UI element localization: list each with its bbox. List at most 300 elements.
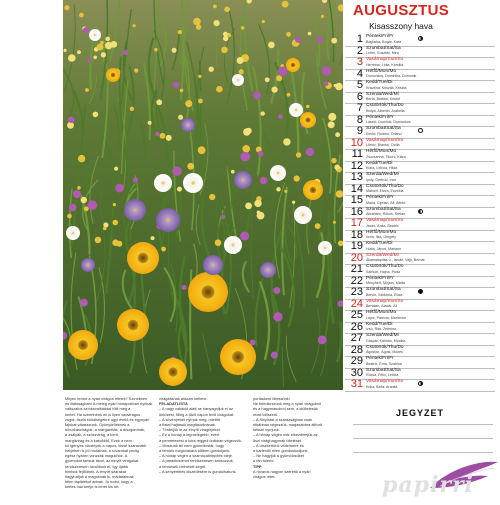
article-line: egész nyáron vonzzák magukhoz. A	[65, 453, 153, 458]
article-line: változatos színkavalkáddal tölti meg a	[65, 406, 153, 411]
weekday-label: Péntek/Fri/Fr	[366, 356, 394, 362]
nameday-label: Bertalan, Aladár, Ali	[366, 304, 397, 309]
article-line: bíborkasvirágok, a margaréták, a díszgombák,	[65, 427, 153, 432]
goldenrod-flower	[223, 32, 228, 37]
phlox-flower	[133, 177, 138, 182]
goldenrod-flower	[272, 87, 278, 93]
goldenrod-flower	[276, 187, 280, 191]
goldenrod-flower	[151, 236, 155, 240]
flower-head	[127, 242, 159, 274]
nameday-label: Marcell, Elvira, Euzébia	[366, 189, 404, 194]
weekday-label: Hétfő/Mon/Mo	[366, 69, 396, 75]
phlox-flower	[80, 299, 88, 307]
day-number: 16	[345, 207, 363, 219]
goldenrod-flower	[231, 170, 235, 174]
phlox-flower	[83, 27, 89, 33]
calendar-column	[345, 0, 495, 390]
nameday-label: Klára, Letícia, Hilda	[366, 166, 397, 171]
nameday-label: Menyhért, Mirjam, Márta	[366, 281, 405, 286]
goldenrod-flower	[268, 42, 275, 49]
phlox-flower	[87, 58, 91, 62]
flower-head	[224, 236, 242, 254]
day-number: 11	[345, 149, 363, 161]
article-line: A rovarok nagyon szeretik a nyári	[253, 469, 341, 474]
goldenrod-flower	[336, 190, 343, 198]
article-line: margitvirág és a kakukkfű. Ezek a nem	[65, 438, 153, 443]
phlox-flower	[88, 200, 98, 210]
goldenrod-flower	[130, 107, 134, 111]
moon-phase-icon	[418, 128, 423, 133]
phlox-flower	[295, 37, 301, 43]
goldenrod-flower	[178, 30, 182, 34]
goldenrod-flower	[245, 203, 252, 210]
weekday-label: Kedd/Tue/Di	[366, 322, 393, 328]
weekday-label: Péntek/Fri/Fr	[366, 276, 394, 282]
goldenrod-flower	[246, 128, 252, 134]
goldenrod-flower	[177, 187, 182, 192]
goldenrod-flower	[239, 69, 244, 74]
moon-phase-icon	[418, 36, 423, 41]
flower-head	[286, 58, 300, 72]
day-number: 8	[345, 115, 363, 127]
goldenrod-flower	[286, 32, 291, 37]
phlox-flower	[273, 312, 282, 321]
flower-head	[232, 74, 244, 86]
nameday-label: Lajos, Patrícia, Marianna	[366, 316, 406, 321]
article-line: – Tördeljük le az elnyílt virágfejeket.	[159, 427, 247, 432]
article-line: most időszerű.	[253, 412, 341, 417]
day-number: 12	[345, 161, 363, 173]
article-column-3	[253, 396, 341, 500]
day-number: 1	[345, 34, 363, 46]
goldenrod-flower	[282, 1, 289, 8]
day-number: 5	[345, 80, 363, 92]
day-number: 24	[345, 299, 363, 311]
goldenrod-flower	[242, 145, 250, 153]
goldenrod-flower	[257, 211, 261, 215]
phlox-flower	[306, 148, 314, 156]
article-line: késsel nyírjunk.	[253, 427, 341, 432]
notes-line	[353, 424, 493, 425]
nameday-label: Ábrahám, Rókus, Stefán	[366, 212, 405, 217]
notes-line	[353, 452, 493, 453]
goldenrod-flower	[198, 99, 203, 104]
article-line: virágzásnak áldozni kellene.	[159, 396, 247, 401]
notes-title: JEGYZET	[345, 408, 495, 418]
goldenrod-flower	[172, 48, 177, 53]
flower-head	[234, 171, 252, 189]
goldenrod-flower	[213, 5, 217, 9]
article-line: túl igényes növények a napos, kissé szárazabb	[65, 443, 153, 448]
article-line: rendszeresen távolítsuk el, így újabb	[65, 464, 153, 469]
flower-head	[303, 180, 323, 200]
nameday-label: Erika, Bella, Aranka	[366, 385, 397, 390]
flower-head	[260, 262, 276, 278]
flower-head	[289, 103, 303, 117]
goldenrod-flower	[154, 48, 158, 52]
weekday-label: Vasárnap/Sun/So	[366, 218, 403, 224]
goldenrod-flower	[294, 176, 300, 182]
day-number: 15	[345, 195, 363, 207]
phlox-flower	[322, 66, 331, 75]
article-column-2	[159, 396, 247, 500]
goldenrod-flower	[113, 220, 119, 226]
day-number: 25	[345, 310, 363, 322]
phlox-flower	[240, 232, 249, 241]
flower-head	[270, 165, 286, 181]
article-line: kertes ház kertje is lehet kis rét.	[65, 484, 153, 489]
goldenrod-flower	[156, 99, 162, 105]
goldenrod-flower	[180, 89, 184, 93]
weekday-label: Szerda/Wed/Mi	[366, 253, 399, 259]
nameday-label: Domonkos, Dominika, Domonik	[366, 74, 416, 79]
brand-logo	[370, 458, 500, 500]
moon-phase-icon	[418, 381, 423, 386]
goldenrod-flower	[198, 75, 201, 78]
phlox-flower	[318, 336, 327, 345]
goldenrod-flower	[223, 36, 228, 41]
nameday-label: Államalapítás ü., István, Vajk, Bernát	[366, 258, 424, 263]
day-number: 4	[345, 69, 363, 81]
weekday-label: Szombat/Sat/Sa	[366, 368, 401, 374]
weekday-label: Szombat/Sat/Sa	[366, 46, 401, 52]
article-line: – A nagy vakáció alatt se hanyagoljuk el az	[159, 406, 247, 411]
article-line: öntözést, főleg a tűző napon lévő virágokat.	[159, 412, 247, 417]
goldenrod-flower	[216, 86, 223, 93]
article-line: ritkábban végezzük, magasabbra állított	[253, 422, 341, 427]
weekday-label: Szombat/Sat/Sa	[366, 287, 401, 293]
article-line: a permetezést a kora reggeli órákban végezzük.	[159, 438, 247, 443]
flower-head	[89, 29, 101, 41]
weekday-label: Szerda/Wed/Mi	[366, 172, 399, 178]
goldenrod-flower	[335, 132, 340, 137]
phlox-flower	[273, 287, 280, 294]
day-number: 28	[345, 345, 363, 357]
goldenrod-flower	[308, 32, 312, 36]
article-line: és a hagymásokról sem, a kiültetésük	[253, 406, 341, 411]
article-line: Milyen terme a nyári virágos rétnek? Színekben	[65, 396, 153, 401]
day-number: 10	[345, 138, 363, 150]
article-line: őszi virághagymák ültetését.	[253, 438, 341, 443]
day-number: 20	[345, 253, 363, 265]
weekday-label: Kedd/Tue/Di	[366, 241, 393, 247]
article-text	[63, 392, 343, 500]
nameday-label: Lőrinc, Blanka, Csilla	[366, 143, 400, 148]
article-line: portásként ültessünk!	[253, 396, 341, 401]
calendar-day	[345, 379, 495, 392]
article-line: a termés megóvására időben gondoljunk.	[159, 448, 247, 453]
flower-head	[220, 339, 256, 375]
day-number: 3	[345, 57, 363, 69]
article-line: gyomokat tartsuk távol, az elnyílt virágokat	[65, 458, 153, 463]
nameday-label: Mária, Ciprián, Ali, Alfréd	[366, 201, 405, 206]
goldenrod-flower	[63, 49, 66, 52]
flower-head	[124, 199, 146, 221]
flower-head	[188, 272, 228, 312]
phlox-flower	[271, 352, 278, 359]
notes-line	[353, 438, 493, 439]
goldenrod-flower	[105, 42, 112, 49]
goldenrod-flower	[100, 41, 104, 45]
moon-phase-icon	[418, 289, 423, 294]
phlox-flower	[253, 92, 261, 100]
goldenrod-flower	[134, 68, 138, 72]
nameday-label: Bence, Szidónia, Róza	[366, 293, 402, 298]
article-line: zugot, tiszta külsőségekre ugyi évelő és egynyári	[65, 417, 153, 422]
goldenrod-flower	[287, 93, 291, 97]
nameday-label: Rózsa, Félix, Letícia	[366, 373, 398, 378]
phlox-flower	[68, 116, 75, 123]
article-line: a fiatal hajtások megfásodnának.	[159, 422, 247, 427]
nameday-label: Beatrix, Erna, Szabina	[366, 362, 402, 367]
day-number: 9	[345, 126, 363, 138]
day-number: 14	[345, 184, 363, 196]
article-line: virágos rétet.	[253, 474, 341, 479]
moon-phase-icon	[418, 209, 423, 214]
phlox-flower	[278, 114, 283, 119]
phlox-flower	[69, 204, 77, 212]
goldenrod-flower	[237, 57, 244, 64]
weekday-label: Vasárnap/Sun/So	[366, 379, 403, 385]
logo-text: papirri	[382, 472, 474, 498]
phlox-flower	[73, 190, 81, 198]
goldenrod-flower	[187, 163, 194, 170]
article-line: helyeken is jól mutatnak, a rovarokat pedig	[65, 448, 153, 453]
goldenrod-flower	[283, 138, 290, 145]
month-title: AUGUSZTUS	[345, 2, 457, 19]
article-line: – A hónap végén a szamócatelepítés ideje.	[159, 453, 247, 458]
goldenrod-flower	[103, 227, 107, 231]
article-line: a zsályák, a szöszvirág, a kerti-	[65, 432, 153, 437]
goldenrod-flower	[214, 20, 220, 26]
nameday-label: László, Dominik, Domonkos	[366, 120, 411, 125]
nameday-label: Izsó, Rita, Zeferina	[366, 327, 396, 332]
flower-head	[203, 255, 223, 275]
weekday-label: Vasárnap/Sun/So	[366, 138, 403, 144]
flower-head	[68, 330, 98, 360]
weekday-label: Vasárnap/Sun/So	[366, 57, 403, 63]
phlox-flower	[123, 50, 128, 55]
weekday-label: Kedd/Tue/Di	[366, 161, 393, 167]
day-number: 7	[345, 103, 363, 115]
weekday-label: Péntek/Fri/Fr	[366, 115, 394, 121]
goldenrod-flower	[254, 200, 261, 207]
weekday-label: Szombat/Sat/Sa	[366, 207, 401, 213]
day-number: 29	[345, 356, 363, 368]
article-line: – A hónap végén már elkezdhetjük az	[253, 432, 341, 437]
day-number: 31	[345, 379, 363, 391]
goldenrod-flower	[261, 111, 265, 115]
weekday-label: Szerda/Wed/Mi	[366, 333, 399, 339]
goldenrod-flower	[185, 100, 192, 107]
day-number: 26	[345, 322, 363, 334]
goldenrod-flower	[209, 194, 215, 200]
flower-head	[300, 112, 316, 128]
goldenrod-flower	[148, 121, 152, 125]
weekday-label: Szombat/Sat/Sa	[366, 126, 401, 132]
weekday-label: Csütörtök/Thu/Do	[366, 264, 404, 270]
nameday-label: Ipoly, Gertrúd, Ince	[366, 178, 396, 183]
flower-head	[117, 309, 149, 341]
article-line: kertet. Ha szeretnénk mi is ilyen vadvirágos	[65, 412, 153, 417]
goldenrod-flower	[85, 88, 89, 92]
goldenrod-flower	[79, 13, 84, 18]
goldenrod-flower	[333, 221, 336, 224]
goldenrod-flower	[265, 77, 270, 82]
flower-head	[66, 226, 80, 240]
weekday-label: Szerda/Wed/Mi	[366, 92, 399, 98]
goldenrod-flower	[114, 167, 118, 171]
goldenrod-flower	[334, 165, 339, 170]
weekday-label: Péntek/Fri/Fr	[366, 195, 394, 201]
flower-head	[154, 174, 172, 192]
goldenrod-flower	[221, 47, 228, 54]
weekday-label: Csütörtök/Thu/Do	[366, 184, 404, 190]
goldenrod-flower	[262, 20, 265, 23]
goldenrod-flower	[113, 203, 116, 206]
phlox-flower	[278, 67, 287, 76]
article-line: – A díszkertünk védelmére és	[253, 443, 341, 448]
weekday-label: Hétfő/Mon/Mo	[366, 310, 396, 316]
flower-head	[159, 358, 187, 386]
phlox-flower	[258, 151, 264, 157]
article-line: a fán túlérni.	[253, 458, 341, 463]
phlox-flower	[115, 184, 124, 193]
article-line: – A paradicsomot rendszeresen kacsozzuk,	[159, 458, 247, 463]
article-line: bimbók fejlődnek. A lenyírt szárakat	[65, 469, 153, 474]
day-number: 2	[345, 46, 363, 58]
article-line: – Mossunk tél nem gyümölcsfát, hogy	[159, 443, 247, 448]
goldenrod-flower	[331, 38, 337, 44]
phlox-flower	[182, 285, 187, 290]
month-subtitle: Kisasszony hava	[345, 21, 457, 31]
flower-head	[183, 173, 203, 193]
nameday-label: Ibolya, Albertin, Arabella	[366, 109, 405, 114]
day-number: 13	[345, 172, 363, 184]
article-line: – Ne hagyjuk a gyümölcsöket	[253, 453, 341, 458]
goldenrod-flower	[292, 201, 295, 204]
goldenrod-flower	[112, 239, 119, 246]
day-number: 17	[345, 218, 363, 230]
goldenrod-flower	[215, 239, 222, 246]
flower-head	[181, 118, 195, 132]
phlox-flower	[324, 81, 329, 86]
nameday-label: Boglárka, Bogár, Kata	[366, 40, 401, 45]
nameday-label: Berta, Bettina, Kristóf	[366, 97, 400, 102]
article-line: fajokat válasszunk. Gyönyörűeknek a	[65, 422, 153, 427]
goldenrod-flower	[68, 54, 76, 62]
goldenrod-flower	[166, 135, 172, 141]
weekday-label: Péntek/Fri/Fr	[366, 34, 394, 40]
phlox-flower	[172, 167, 181, 176]
phlox-flower	[173, 82, 180, 89]
nameday-label: Huba, János, Mariann	[366, 247, 401, 252]
weekday-label: Vasárnap/Sun/So	[366, 299, 403, 305]
weekday-label: Kedd/Tue/Di	[366, 80, 393, 86]
nameday-label: Gáspár, Kálmán, Mónika	[366, 339, 405, 344]
flower-head	[294, 206, 312, 224]
day-number: 21	[345, 264, 363, 276]
day-number: 27	[345, 333, 363, 345]
goldenrod-flower	[306, 105, 310, 109]
article-line: és illatosagban! A meleg nyári hónapokban nyílnak	[65, 401, 153, 406]
article-line: – A kenyérfélék kiszedésére is gondolhatunk.	[159, 469, 247, 474]
nameday-label: Sámuel, Hajna, Piusz	[366, 270, 400, 275]
goldenrod-flower	[81, 197, 87, 203]
nameday-label: Krisztina, Krisztiá, Kriszta	[366, 86, 407, 91]
goldenrod-flower	[64, 5, 69, 10]
goldenrod-flower	[101, 52, 106, 57]
goldenrod-flower	[321, 15, 324, 18]
goldenrod-flower	[78, 155, 85, 162]
flower-head	[156, 208, 180, 232]
day-number: 19	[345, 241, 363, 253]
phlox-flower	[241, 152, 251, 162]
article-line: télen táplálékot adnak. Jó tudni, hogy a	[65, 479, 153, 484]
day-number: 22	[345, 276, 363, 288]
goldenrod-flower	[161, 247, 166, 252]
goldenrod-flower	[315, 223, 321, 229]
weekday-label: Csütörtök/Thu/Do	[366, 103, 404, 109]
article-line: – A fűnyírást a szárazságban csak	[253, 417, 341, 422]
goldenrod-flower	[334, 84, 337, 87]
flower-head	[81, 258, 95, 272]
nameday-label: Ágoston, Ágost, Mózes	[366, 350, 403, 355]
article-line: – Ez a hónap a legmelegebb, ezért	[159, 432, 247, 437]
phlox-flower	[317, 37, 323, 43]
goldenrod-flower	[95, 237, 102, 244]
article-column-1	[65, 396, 153, 500]
goldenrod-flower	[331, 158, 336, 163]
article-line: Ne feledkezzünk meg a nyári virágokról	[253, 401, 341, 406]
goldenrod-flower	[276, 75, 282, 81]
goldenrod-flower	[193, 18, 201, 26]
garden-photo	[63, 0, 343, 390]
goldenrod-flower	[328, 113, 336, 121]
nameday-label: Jácint, Anita, Beatrix	[366, 224, 399, 229]
goldenrod-flower	[178, 115, 183, 120]
goldenrod-flower	[133, 24, 136, 27]
article-line: TIPP	[253, 464, 341, 469]
day-number: 30	[345, 368, 363, 380]
goldenrod-flower	[224, 7, 230, 13]
phlox-flower	[260, 177, 268, 185]
article-line: – A sövényeket nyírjuk meg, mielőtt	[159, 417, 247, 422]
article-line: a termések beérését segíti.	[159, 464, 247, 469]
article-line: FELADATLISTA	[159, 401, 247, 406]
nameday-label: Lehel, Gusztáv, Mira	[366, 51, 399, 56]
goldenrod-flower	[328, 121, 335, 128]
goldenrod-flower	[77, 50, 81, 54]
day-number: 6	[345, 92, 363, 104]
goldenrod-flower	[67, 214, 72, 219]
goldenrod-flower	[241, 26, 245, 30]
flower-head	[106, 68, 120, 82]
nameday-label: Zsuzsanna, Tiborc, Klára	[366, 155, 406, 160]
day-number: 18	[345, 230, 363, 242]
nameday-label: Ilona, Ilka, Gergely	[366, 235, 396, 240]
goldenrod-flower	[296, 152, 301, 157]
goldenrod-flower	[97, 44, 104, 51]
goldenrod-flower	[284, 190, 287, 193]
nameday-label: Emőd, Roland, Orland	[366, 132, 402, 137]
goldenrod-flower	[93, 56, 97, 60]
nameday-label: Hermina, Lídia, Kamilla	[366, 63, 403, 68]
goldenrod-flower	[160, 133, 166, 139]
phlox-flower	[221, 215, 225, 219]
weekday-label: Hétfő/Mon/Mo	[366, 149, 396, 155]
flower-head	[318, 241, 332, 255]
